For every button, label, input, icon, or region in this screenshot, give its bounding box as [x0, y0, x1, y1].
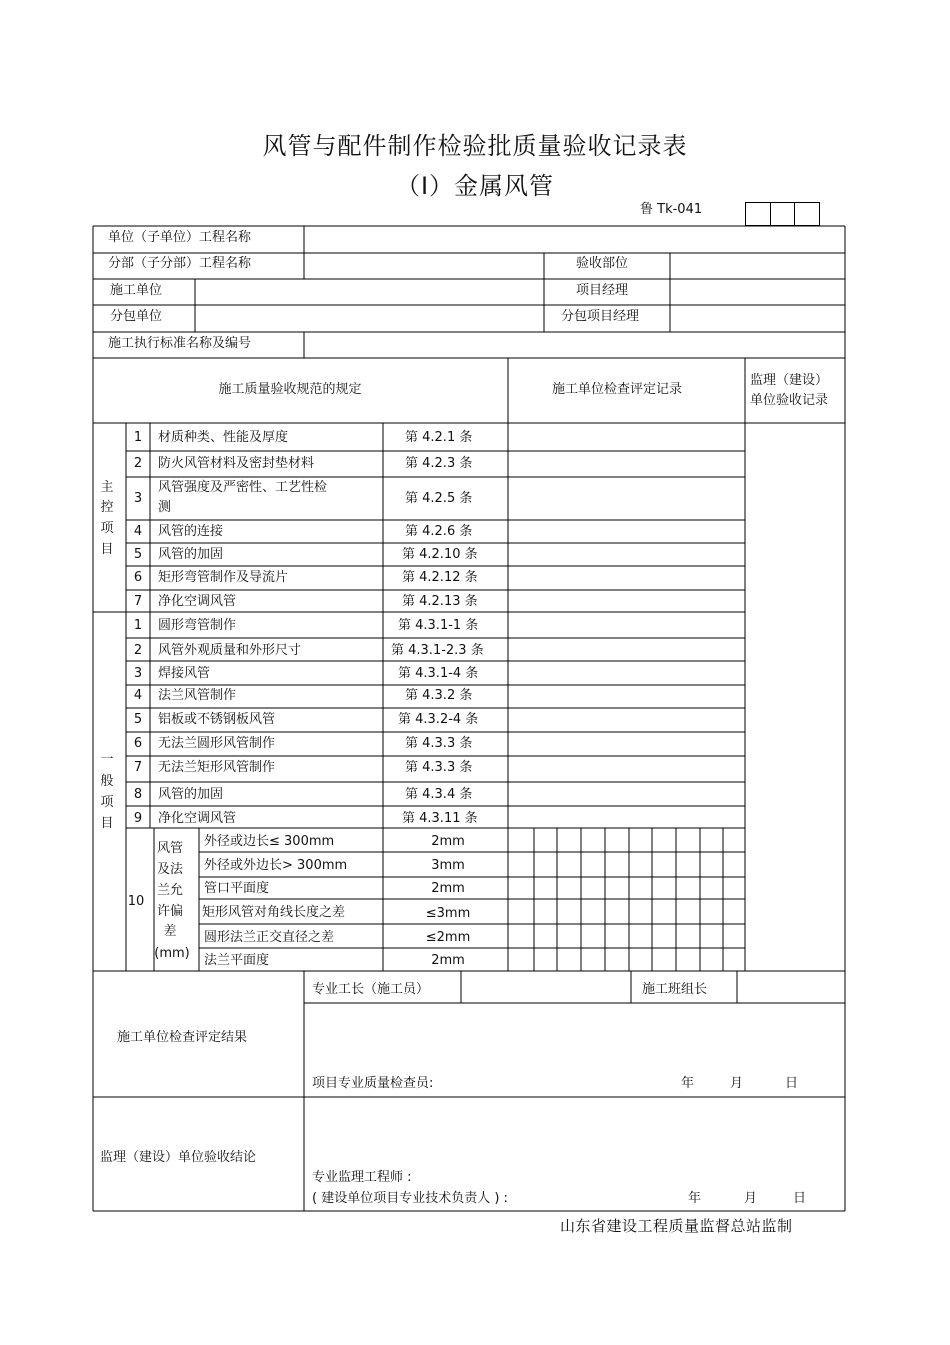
general-item-clause: 第 4.3.4 条 — [405, 787, 473, 802]
main-item-name: 矩形弯管制作及导流片 — [158, 570, 289, 585]
general-item-name: 铝板或不锈钢板风管 — [158, 712, 276, 727]
main-item-name: 材质种类、性能及厚度 — [158, 430, 289, 445]
foreman-label: 专业工长（施工员） — [312, 982, 430, 997]
general-item-name: 风管外观质量和外形尺寸 — [158, 643, 302, 658]
general-item-name: 焊接风管 — [158, 666, 211, 681]
general-item-no: 9 — [133, 811, 143, 826]
svg-text:目: 目 — [100, 542, 114, 557]
main-item-name: 风管的连接 — [158, 524, 224, 539]
main-item-name: 测 — [158, 500, 172, 515]
general-label — [100, 752, 114, 831]
general-items — [134, 617, 484, 826]
owner-label: ( 建设单位项目专业技术负责人 ) : — [312, 1191, 508, 1206]
supervision-column-heading-1: 监理（建设） — [750, 373, 829, 388]
general-item-name: 无法兰圆形风管制作 — [158, 736, 276, 751]
main-item-name: 净化空调风管 — [158, 594, 237, 609]
supervision-conclusion-label: 监理（建设）单位验收结论 — [100, 1150, 257, 1165]
general-item-clause: 第 4.3.2 条 — [405, 688, 473, 703]
main-item-no: 4 — [133, 524, 143, 539]
general-item-no: 7 — [133, 760, 143, 775]
main-item-name: 风管的加固 — [158, 547, 224, 562]
supervision-column-heading-2: 单位验收记录 — [750, 393, 829, 408]
main-item-clause: 第 4.2.12 条 — [402, 570, 478, 585]
main-item-name: 防火风管材料及密封垫材料 — [158, 456, 315, 471]
year-label: 年 — [681, 1076, 695, 1091]
general-item-name: 净化空调风管 — [158, 811, 237, 826]
main-items — [134, 429, 478, 609]
general-item-name: 圆形弯管制作 — [158, 618, 237, 633]
general-item-name: 法兰风管制作 — [158, 688, 237, 703]
tolerance-value: 2mm — [431, 953, 465, 968]
main-item-clause: 第 4.2.10 条 — [402, 547, 478, 562]
tolerance-name: 法兰平面度 — [204, 953, 270, 968]
svg-text:目: 目 — [100, 816, 114, 831]
general-item-clause: 第 4.3.1-2.3 条 — [391, 643, 484, 658]
general-item-name: 无法兰矩形风管制作 — [158, 760, 276, 775]
general-item-clause: 第 4.3.3 条 — [405, 760, 473, 775]
general-item-name: 风管的加固 — [158, 787, 224, 802]
main-control-label — [100, 480, 114, 557]
general-item-no: 3 — [133, 666, 143, 681]
main-item-no: 3 — [133, 491, 143, 506]
form-title: 风管与配件制作检验批质量验收记录表 — [262, 132, 688, 160]
main-item-name: 风管强度及严密性、工艺性检 — [158, 480, 328, 495]
tolerance-value: ≤3mm — [425, 906, 471, 921]
tolerance-value: 2mm — [431, 834, 465, 849]
general-item-no: 2 — [133, 643, 143, 658]
form-code: 鲁 Tk-041 — [640, 202, 703, 217]
tolerance-value: ≤2mm — [425, 930, 471, 945]
main-item-no: 1 — [133, 430, 143, 445]
general-item-clause: 第 4.3.11 条 — [402, 811, 478, 826]
tolerance-value: 3mm — [431, 858, 465, 873]
project-manager-label: 项目经理 — [576, 283, 629, 298]
day-label: 日 — [785, 1076, 799, 1091]
general-item-no: 4 — [133, 688, 143, 703]
sub-project-label: 分部（子分部）工程名称 — [108, 256, 252, 271]
main-item-clause: 第 4.2.5 条 — [405, 491, 473, 506]
svg-text:项: 项 — [100, 521, 114, 536]
year-label: 年 — [688, 1191, 702, 1206]
main-item-no: 7 — [133, 594, 143, 609]
main-item-clause: 第 4.2.1 条 — [405, 430, 473, 445]
svg-text:项: 项 — [100, 795, 114, 810]
svg-text:(mm): (mm) — [154, 946, 190, 961]
general-item-clause: 第 4.3.1-4 条 — [398, 666, 479, 681]
general-item-no: 5 — [133, 712, 143, 727]
svg-text:主: 主 — [100, 480, 114, 495]
svg-text:许偏: 许偏 — [156, 904, 184, 919]
svg-text:风管: 风管 — [156, 841, 184, 856]
svg-text:差: 差 — [163, 924, 177, 939]
month-label: 月 — [744, 1191, 758, 1206]
unit-project-label: 单位（子单位）工程名称 — [108, 230, 252, 245]
svg-text:般: 般 — [100, 774, 114, 789]
main-item-clause: 第 4.2.3 条 — [405, 456, 473, 471]
quality-inspector-label: 项目专业质量检查员: — [312, 1076, 434, 1091]
tolerance-name: 圆形法兰正交直径之差 — [204, 930, 335, 945]
subcontract-manager-label: 分包项目经理 — [561, 309, 640, 324]
svg-text:一: 一 — [100, 752, 114, 767]
general-item-no: 1 — [133, 618, 143, 633]
construction-unit-label: 施工单位 — [110, 283, 163, 298]
general-item-clause: 第 4.3.3 条 — [405, 736, 473, 751]
team-leader-label: 施工班组长 — [642, 982, 708, 997]
supervisor-label: 专业监理工程师 : — [312, 1170, 412, 1185]
month-label: 月 — [730, 1076, 744, 1091]
svg-text:兰允: 兰允 — [156, 883, 184, 898]
inspection-part-label: 验收部位 — [576, 256, 629, 271]
main-item-no: 5 — [133, 547, 143, 562]
form-subtitle: （Ⅰ）金属风管 — [395, 172, 555, 200]
record-column-heading: 施工单位检查评定记录 — [551, 382, 683, 397]
spec-column-heading: 施工质量验收规范的规定 — [218, 382, 362, 397]
main-item-clause: 第 4.2.13 条 — [402, 594, 478, 609]
svg-text:控: 控 — [100, 500, 114, 515]
tolerance-name: 外径或边长≤ 300mm — [204, 834, 335, 849]
construction-result-label: 施工单位检查评定结果 — [117, 1030, 248, 1045]
main-item-no: 6 — [133, 570, 143, 585]
general-item-clause: 第 4.3.1-1 条 — [398, 618, 479, 633]
tolerance-name: 外径或外边长> 300mm — [204, 858, 348, 873]
item-10-no: 10 — [127, 894, 145, 909]
day-label: 日 — [793, 1191, 807, 1206]
main-item-no: 2 — [133, 456, 143, 471]
general-item-no: 6 — [133, 736, 143, 751]
main-item-clause: 第 4.2.6 条 — [405, 524, 473, 539]
svg-text:及法: 及法 — [156, 862, 184, 877]
general-item-clause: 第 4.3.2-4 条 — [398, 712, 479, 727]
footer-issuer: 山东省建设工程质量监督总站监制 — [560, 1217, 793, 1235]
tolerance-name: 矩形风管对角线长度之差 — [202, 905, 346, 920]
tolerance-value: 2mm — [431, 881, 465, 896]
standard-label: 施工执行标准名称及编号 — [108, 336, 252, 351]
subcontract-unit-label: 分包单位 — [110, 309, 163, 324]
general-item-no: 8 — [133, 787, 143, 802]
tolerance-name: 管口平面度 — [204, 881, 270, 896]
